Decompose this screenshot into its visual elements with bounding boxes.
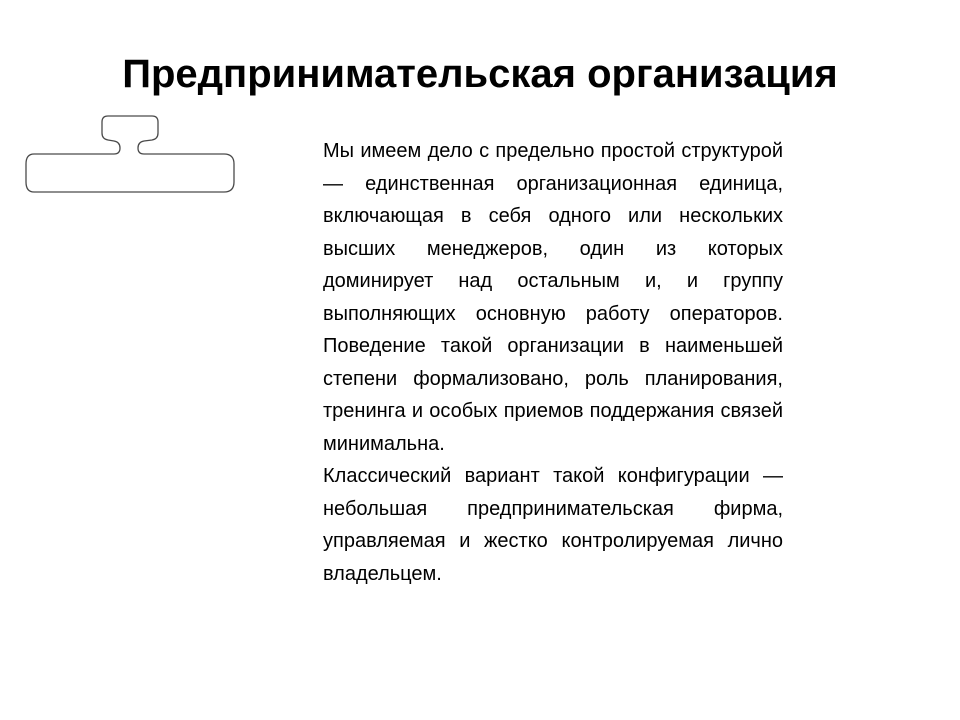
simple-structure-diagram <box>20 110 250 200</box>
organization-shape <box>26 116 234 192</box>
paragraph-structure-description: Мы имеем дело с предельно простой структурой — единственная организационная единица, включающая в себя одного или нескольких высших менеджеров, один из которых доминирует над остальным и, и группу выполняющих основную работу операторов. Поведение такой организации в наименьшей степени формализовано, роль планирования, тренинга и особых приемов поддержания связей минимальна. <box>323 140 783 455</box>
paragraph-classic-example: Классический вариант такой конфигурации — небольшая предпринимательская фирма, управляемая и жестко контролируемая лично владельцем. <box>323 465 783 585</box>
slide-title: Предпринимательская организация <box>122 52 838 96</box>
body-text <box>323 135 783 590</box>
